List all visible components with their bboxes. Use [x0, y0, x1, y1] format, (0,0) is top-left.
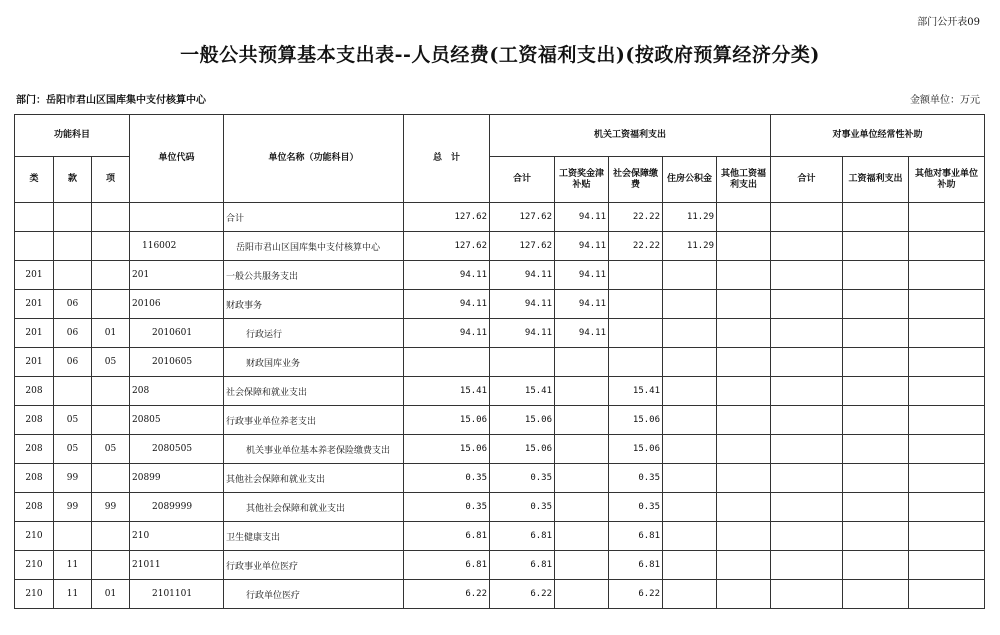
cell-j-housing: 11.29 — [663, 203, 717, 232]
cell-kuan: 11 — [54, 551, 92, 580]
cell-j-sum: 15.06 — [490, 435, 555, 464]
cell-j-social: 0.35 — [609, 464, 663, 493]
cell-s-sum — [771, 493, 843, 522]
table-body — [15, 203, 985, 609]
cell-s-other — [909, 203, 985, 232]
cell-s-sum — [771, 348, 843, 377]
cell-s-other — [909, 522, 985, 551]
cell-j-other — [717, 348, 771, 377]
cell-j-sum: 15.06 — [490, 406, 555, 435]
cell-j-sum: 94.11 — [490, 261, 555, 290]
cell-j-other — [717, 319, 771, 348]
cell-j-other — [717, 435, 771, 464]
cell-code: 2101101 — [130, 580, 224, 609]
cell-j-social: 22.22 — [609, 232, 663, 261]
cell-name: 行政单位医疗 — [224, 580, 404, 609]
cell-j-social — [609, 261, 663, 290]
cell-lei: 201 — [15, 290, 54, 319]
cell-j-social — [609, 348, 663, 377]
cell-j-wage — [555, 551, 609, 580]
cell-s-wage — [843, 551, 909, 580]
cell-lei: 208 — [15, 464, 54, 493]
cell-lei: 210 — [15, 580, 54, 609]
table-row — [15, 232, 985, 261]
cell-s-wage — [843, 377, 909, 406]
amount-unit-label: 金额单位：万元 — [910, 95, 980, 106]
cell-j-wage — [555, 580, 609, 609]
cell-j-housing — [663, 319, 717, 348]
cell-s-other — [909, 232, 985, 261]
table-row — [15, 522, 985, 551]
cell-j-social: 15.06 — [609, 406, 663, 435]
cell-j-sum: 127.62 — [490, 203, 555, 232]
header-subsidy-other: 其他对事业单位补助 — [909, 157, 985, 203]
cell-s-other — [909, 348, 985, 377]
cell-lei: 201 — [15, 261, 54, 290]
cell-total — [404, 348, 490, 377]
cell-j-housing — [663, 261, 717, 290]
cell-j-social — [609, 319, 663, 348]
header-subsidy-sum: 合计 — [771, 157, 843, 203]
cell-j-sum: 6.81 — [490, 551, 555, 580]
cell-s-other — [909, 319, 985, 348]
cell-j-wage: 94.11 — [555, 290, 609, 319]
cell-name: 合计 — [224, 203, 404, 232]
cell-total: 127.62 — [404, 203, 490, 232]
cell-j-other — [717, 203, 771, 232]
cell-code: 20805 — [130, 406, 224, 435]
table-row — [15, 551, 985, 580]
cell-s-wage — [843, 261, 909, 290]
cell-s-sum — [771, 203, 843, 232]
cell-j-other — [717, 290, 771, 319]
cell-j-other — [717, 551, 771, 580]
cell-j-social: 22.22 — [609, 203, 663, 232]
cell-s-wage — [843, 290, 909, 319]
cell-xiang — [92, 377, 130, 406]
cell-s-sum — [771, 435, 843, 464]
cell-total: 15.06 — [404, 406, 490, 435]
cell-s-wage — [843, 203, 909, 232]
cell-lei — [15, 203, 54, 232]
cell-j-housing — [663, 551, 717, 580]
cell-j-wage — [555, 464, 609, 493]
cell-total: 15.06 — [404, 435, 490, 464]
cell-j-social: 0.35 — [609, 493, 663, 522]
cell-j-wage — [555, 493, 609, 522]
cell-j-social — [609, 290, 663, 319]
cell-name: 行政事业单位养老支出 — [224, 406, 404, 435]
header-housing-fund: 住房公积金 — [663, 157, 717, 203]
cell-kuan: 06 — [54, 290, 92, 319]
cell-xiang — [92, 290, 130, 319]
table-row — [15, 290, 985, 319]
cell-j-other — [717, 232, 771, 261]
cell-kuan — [54, 522, 92, 551]
cell-code: 20106 — [130, 290, 224, 319]
header-kuan: 款 — [54, 157, 92, 203]
cell-s-sum — [771, 232, 843, 261]
cell-s-wage — [843, 580, 909, 609]
cell-j-other — [717, 580, 771, 609]
cell-lei: 208 — [15, 406, 54, 435]
budget-table — [14, 114, 985, 609]
cell-code: 20899 — [130, 464, 224, 493]
cell-name: 行政事业单位医疗 — [224, 551, 404, 580]
cell-s-sum — [771, 406, 843, 435]
cell-total: 94.11 — [404, 319, 490, 348]
cell-s-other — [909, 580, 985, 609]
cell-j-sum: 6.81 — [490, 522, 555, 551]
cell-total: 6.81 — [404, 522, 490, 551]
cell-name: 岳阳市君山区国库集中支付核算中心 — [224, 232, 404, 261]
cell-j-housing — [663, 580, 717, 609]
cell-s-sum — [771, 580, 843, 609]
header-agency-sum: 合计 — [490, 157, 555, 203]
table-row — [15, 493, 985, 522]
cell-s-sum — [771, 522, 843, 551]
cell-j-housing — [663, 290, 717, 319]
cell-s-other — [909, 261, 985, 290]
cell-xiang — [92, 203, 130, 232]
cell-j-wage — [555, 377, 609, 406]
cell-code: 208 — [130, 377, 224, 406]
cell-total: 6.22 — [404, 580, 490, 609]
cell-s-sum — [771, 261, 843, 290]
cell-xiang — [92, 464, 130, 493]
cell-kuan: 05 — [54, 406, 92, 435]
cell-xiang: 05 — [92, 435, 130, 464]
cell-s-sum — [771, 551, 843, 580]
cell-lei — [15, 232, 54, 261]
cell-s-wage — [843, 493, 909, 522]
cell-xiang — [92, 261, 130, 290]
cell-s-other — [909, 290, 985, 319]
header-xiang: 项 — [92, 157, 130, 203]
cell-kuan — [54, 261, 92, 290]
cell-code: 210 — [130, 522, 224, 551]
cell-code: 21011 — [130, 551, 224, 580]
header-function-subject: 功能科目 — [15, 115, 130, 157]
cell-xiang: 05 — [92, 348, 130, 377]
cell-j-social: 15.06 — [609, 435, 663, 464]
header-wage-allowance: 工资奖金津补贴 — [555, 157, 609, 203]
cell-j-social: 6.81 — [609, 551, 663, 580]
cell-s-sum — [771, 319, 843, 348]
table-row — [15, 261, 985, 290]
cell-j-wage — [555, 435, 609, 464]
page-title: 一般公共预算基本支出表--人员经费(工资福利支出)(按政府预算经济分类) — [180, 44, 820, 66]
cell-j-other — [717, 377, 771, 406]
cell-s-wage — [843, 406, 909, 435]
cell-lei: 208 — [15, 377, 54, 406]
cell-s-sum — [771, 290, 843, 319]
cell-xiang — [92, 522, 130, 551]
cell-s-other — [909, 493, 985, 522]
cell-s-wage — [843, 232, 909, 261]
department-label: 部门：岳阳市君山区国库集中支付核算中心 — [16, 95, 206, 106]
cell-kuan: 99 — [54, 464, 92, 493]
cell-j-housing — [663, 348, 717, 377]
cell-kuan: 05 — [54, 435, 92, 464]
cell-code: 2010605 — [130, 348, 224, 377]
cell-j-sum: 0.35 — [490, 493, 555, 522]
cell-s-sum — [771, 464, 843, 493]
form-number: 部门公开表09 — [917, 17, 980, 28]
cell-total: 127.62 — [404, 232, 490, 261]
cell-j-wage: 94.11 — [555, 319, 609, 348]
header-unit-name: 单位名称（功能科目） — [224, 115, 404, 203]
table-row — [15, 580, 985, 609]
cell-kuan — [54, 377, 92, 406]
cell-j-social: 6.22 — [609, 580, 663, 609]
cell-name: 其他社会保障和就业支出 — [224, 464, 404, 493]
cell-xiang: 99 — [92, 493, 130, 522]
cell-code: 2010601 — [130, 319, 224, 348]
cell-j-wage — [555, 406, 609, 435]
cell-j-other — [717, 522, 771, 551]
cell-lei: 210 — [15, 522, 54, 551]
cell-j-wage — [555, 348, 609, 377]
cell-j-housing — [663, 493, 717, 522]
cell-total: 94.11 — [404, 290, 490, 319]
header-social-security: 社会保障缴费 — [609, 157, 663, 203]
cell-s-wage — [843, 435, 909, 464]
table-row — [15, 464, 985, 493]
table-row — [15, 377, 985, 406]
cell-j-social: 6.81 — [609, 522, 663, 551]
cell-j-housing — [663, 522, 717, 551]
cell-s-other — [909, 377, 985, 406]
cell-s-other — [909, 435, 985, 464]
header-lei: 类 — [15, 157, 54, 203]
cell-j-housing — [663, 435, 717, 464]
cell-j-wage: 94.11 — [555, 232, 609, 261]
cell-code — [130, 203, 224, 232]
cell-total: 0.35 — [404, 464, 490, 493]
cell-name: 其他社会保障和就业支出 — [224, 493, 404, 522]
cell-j-sum: 127.62 — [490, 232, 555, 261]
cell-j-wage: 94.11 — [555, 203, 609, 232]
header-agency-wage: 机关工资福利支出 — [490, 115, 771, 157]
cell-kuan: 99 — [54, 493, 92, 522]
cell-s-other — [909, 464, 985, 493]
cell-xiang — [92, 551, 130, 580]
cell-name: 行政运行 — [224, 319, 404, 348]
cell-kuan: 06 — [54, 348, 92, 377]
cell-s-wage — [843, 348, 909, 377]
cell-j-housing — [663, 377, 717, 406]
cell-j-sum: 15.41 — [490, 377, 555, 406]
cell-code: 201 — [130, 261, 224, 290]
cell-j-wage: 94.11 — [555, 261, 609, 290]
cell-kuan — [54, 203, 92, 232]
cell-j-other — [717, 493, 771, 522]
cell-total: 94.11 — [404, 261, 490, 290]
cell-xiang — [92, 406, 130, 435]
table-row — [15, 348, 985, 377]
cell-s-wage — [843, 319, 909, 348]
cell-j-other — [717, 464, 771, 493]
cell-name: 财政国库业务 — [224, 348, 404, 377]
cell-s-wage — [843, 522, 909, 551]
cell-j-housing — [663, 406, 717, 435]
table-row — [15, 203, 985, 232]
header-unit-code: 单位代码 — [130, 115, 224, 203]
cell-j-housing — [663, 464, 717, 493]
cell-lei: 210 — [15, 551, 54, 580]
cell-j-social: 15.41 — [609, 377, 663, 406]
table-row — [15, 406, 985, 435]
table-row — [15, 319, 985, 348]
cell-xiang — [92, 232, 130, 261]
cell-name: 社会保障和就业支出 — [224, 377, 404, 406]
cell-lei: 201 — [15, 348, 54, 377]
table-row — [15, 435, 985, 464]
cell-lei: 201 — [15, 319, 54, 348]
cell-s-other — [909, 551, 985, 580]
cell-name: 卫生健康支出 — [224, 522, 404, 551]
cell-j-housing: 11.29 — [663, 232, 717, 261]
cell-code: 116002 — [130, 232, 224, 261]
cell-kuan — [54, 232, 92, 261]
cell-code: 2080505 — [130, 435, 224, 464]
cell-j-wage — [555, 522, 609, 551]
cell-total: 6.81 — [404, 551, 490, 580]
cell-code: 2089999 — [130, 493, 224, 522]
cell-s-other — [909, 406, 985, 435]
cell-j-other — [717, 261, 771, 290]
cell-xiang: 01 — [92, 580, 130, 609]
cell-j-other — [717, 406, 771, 435]
header-institution-subsidy: 对事业单位经常性补助 — [771, 115, 985, 157]
cell-s-wage — [843, 464, 909, 493]
cell-j-sum: 94.11 — [490, 290, 555, 319]
cell-s-sum — [771, 377, 843, 406]
cell-kuan: 06 — [54, 319, 92, 348]
cell-lei: 208 — [15, 435, 54, 464]
cell-name: 机关事业单位基本养老保险缴费支出 — [224, 435, 404, 464]
cell-j-sum: 6.22 — [490, 580, 555, 609]
header-subsidy-wage: 工资福利支出 — [843, 157, 909, 203]
cell-total: 15.41 — [404, 377, 490, 406]
cell-name: 财政事务 — [224, 290, 404, 319]
cell-xiang: 01 — [92, 319, 130, 348]
cell-j-sum: 94.11 — [490, 319, 555, 348]
cell-name: 一般公共服务支出 — [224, 261, 404, 290]
cell-j-sum — [490, 348, 555, 377]
cell-lei: 208 — [15, 493, 54, 522]
cell-j-sum: 0.35 — [490, 464, 555, 493]
cell-kuan: 11 — [54, 580, 92, 609]
header-total: 总 计 — [404, 115, 490, 203]
cell-total: 0.35 — [404, 493, 490, 522]
header-other-wage: 其他工资福利支出 — [717, 157, 771, 203]
